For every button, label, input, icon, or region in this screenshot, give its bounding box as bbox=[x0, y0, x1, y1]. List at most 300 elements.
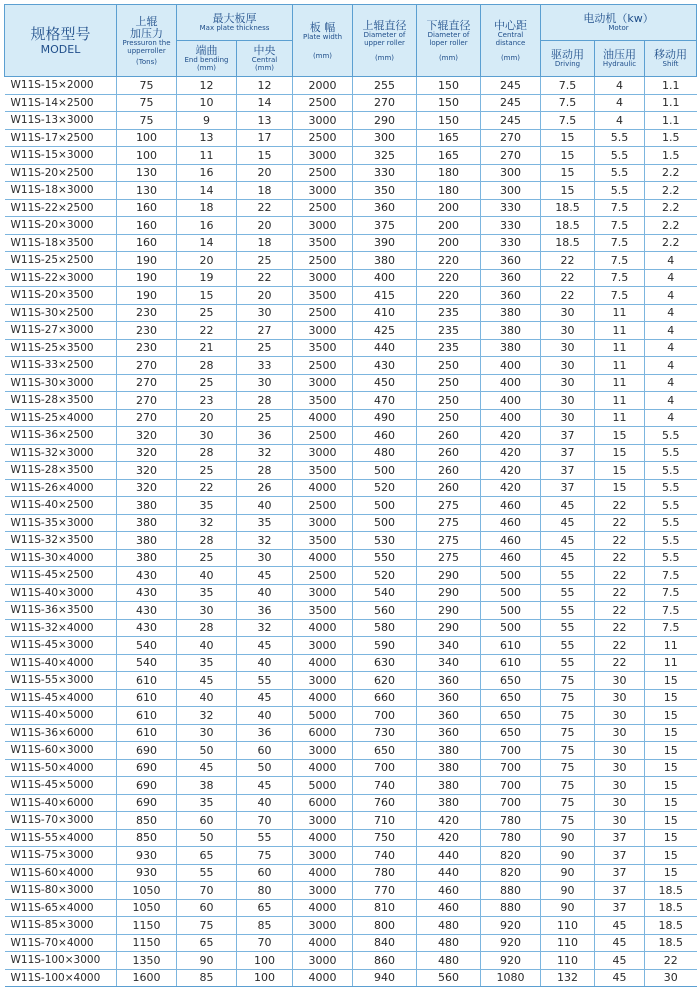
cell-end-bending: 32 bbox=[177, 514, 237, 532]
table-row bbox=[5, 759, 697, 777]
cell-lower-roller-dia: 290 bbox=[417, 619, 481, 637]
cell-lower-roller-dia: 250 bbox=[417, 374, 481, 392]
cell-end-bending: 19 bbox=[177, 269, 237, 287]
cell-plate-width: 3000 bbox=[293, 147, 353, 165]
table-row bbox=[5, 339, 697, 357]
cell-lower-roller-dia: 165 bbox=[417, 129, 481, 147]
cell-plate-width: 2500 bbox=[293, 427, 353, 445]
cell-motor-shift: 4 bbox=[645, 339, 697, 357]
table-header bbox=[5, 5, 697, 77]
cell-end-bending: 60 bbox=[177, 812, 237, 830]
cell-plate-width: 2500 bbox=[293, 304, 353, 322]
cell-pressure: 380 bbox=[117, 532, 177, 550]
cell-central: 25 bbox=[237, 252, 293, 270]
cell-plate-width: 4000 bbox=[293, 409, 353, 427]
header-motor: 电动机（kw） Motor bbox=[541, 5, 697, 41]
cell-lower-roller-dia: 460 bbox=[417, 882, 481, 900]
cell-end-bending: 9 bbox=[177, 112, 237, 130]
cell-plate-width: 2500 bbox=[293, 199, 353, 217]
cell-upper-roller-dia: 620 bbox=[353, 672, 417, 690]
cell-plate-width: 3000 bbox=[293, 812, 353, 830]
cell-pressure: 100 bbox=[117, 129, 177, 147]
cell-end-bending: 40 bbox=[177, 637, 237, 655]
cell-lower-roller-dia: 360 bbox=[417, 672, 481, 690]
cell-central-distance: 400 bbox=[481, 374, 541, 392]
cell-lower-roller-dia: 165 bbox=[417, 147, 481, 165]
cell-upper-roller-dia: 380 bbox=[353, 252, 417, 270]
cell-upper-roller-dia: 550 bbox=[353, 549, 417, 567]
cell-motor-shift: 4 bbox=[645, 304, 697, 322]
cell-end-bending: 40 bbox=[177, 689, 237, 707]
cell-central: 45 bbox=[237, 567, 293, 585]
cell-model: W11S-33×2500 bbox=[5, 357, 117, 375]
table-row bbox=[5, 479, 697, 497]
cell-motor-hydraulic: 30 bbox=[595, 672, 645, 690]
cell-plate-width: 3500 bbox=[293, 287, 353, 305]
cell-model: W11S-55×3000 bbox=[5, 672, 117, 690]
cell-upper-roller-dia: 660 bbox=[353, 689, 417, 707]
cell-motor-driving: 15 bbox=[541, 129, 595, 147]
table-row bbox=[5, 409, 697, 427]
cell-end-bending: 11 bbox=[177, 147, 237, 165]
cell-motor-driving: 55 bbox=[541, 567, 595, 585]
cell-lower-roller-dia: 420 bbox=[417, 829, 481, 847]
cell-motor-driving: 110 bbox=[541, 952, 595, 970]
cell-central-distance: 610 bbox=[481, 637, 541, 655]
cell-motor-shift: 18.5 bbox=[645, 917, 697, 935]
cell-central: 40 bbox=[237, 497, 293, 515]
cell-end-bending: 35 bbox=[177, 654, 237, 672]
cell-central: 25 bbox=[237, 339, 293, 357]
table-row bbox=[5, 234, 697, 252]
cell-upper-roller-dia: 430 bbox=[353, 357, 417, 375]
spec-sheet bbox=[4, 4, 696, 987]
cell-pressure: 320 bbox=[117, 427, 177, 445]
cell-model: W11S-85×3000 bbox=[5, 917, 117, 935]
cell-motor-shift: 2.2 bbox=[645, 199, 697, 217]
cell-model: W11S-55×4000 bbox=[5, 829, 117, 847]
cell-lower-roller-dia: 260 bbox=[417, 479, 481, 497]
cell-plate-width: 2500 bbox=[293, 94, 353, 112]
cell-central: 30 bbox=[237, 374, 293, 392]
cell-motor-hydraulic: 4 bbox=[595, 112, 645, 130]
cell-upper-roller-dia: 425 bbox=[353, 322, 417, 340]
cell-motor-shift: 7.5 bbox=[645, 567, 697, 585]
cell-pressure: 610 bbox=[117, 672, 177, 690]
cell-motor-shift: 30 bbox=[645, 969, 697, 987]
cell-plate-width: 3000 bbox=[293, 444, 353, 462]
cell-upper-roller-dia: 860 bbox=[353, 952, 417, 970]
cell-motor-shift: 7.5 bbox=[645, 602, 697, 620]
cell-motor-hydraulic: 7.5 bbox=[595, 199, 645, 217]
cell-central: 14 bbox=[237, 94, 293, 112]
cell-pressure: 130 bbox=[117, 182, 177, 200]
cell-lower-roller-dia: 260 bbox=[417, 462, 481, 480]
cell-plate-width: 3000 bbox=[293, 584, 353, 602]
cell-central: 36 bbox=[237, 602, 293, 620]
cell-central-distance: 650 bbox=[481, 707, 541, 725]
cell-pressure: 430 bbox=[117, 602, 177, 620]
cell-motor-driving: 37 bbox=[541, 444, 595, 462]
cell-central: 55 bbox=[237, 672, 293, 690]
cell-lower-roller-dia: 180 bbox=[417, 182, 481, 200]
table-row bbox=[5, 497, 697, 515]
cell-pressure: 1050 bbox=[117, 899, 177, 917]
cell-motor-driving: 15 bbox=[541, 164, 595, 182]
cell-motor-driving: 90 bbox=[541, 899, 595, 917]
table-row bbox=[5, 304, 697, 322]
cell-upper-roller-dia: 360 bbox=[353, 199, 417, 217]
cell-central-distance: 330 bbox=[481, 217, 541, 235]
cell-pressure: 320 bbox=[117, 444, 177, 462]
header-hydraulic: 油压用 Hydraulic bbox=[595, 41, 645, 77]
cell-upper-roller-dia: 390 bbox=[353, 234, 417, 252]
cell-central: 70 bbox=[237, 812, 293, 830]
cell-motor-hydraulic: 37 bbox=[595, 847, 645, 865]
cell-motor-shift: 4 bbox=[645, 322, 697, 340]
cell-end-bending: 14 bbox=[177, 182, 237, 200]
cell-motor-driving: 22 bbox=[541, 287, 595, 305]
cell-end-bending: 25 bbox=[177, 462, 237, 480]
cell-central-distance: 420 bbox=[481, 462, 541, 480]
cell-plate-width: 3500 bbox=[293, 602, 353, 620]
cell-plate-width: 2500 bbox=[293, 497, 353, 515]
header-shift: 移动用 Shift bbox=[645, 41, 697, 77]
cell-central-distance: 780 bbox=[481, 812, 541, 830]
table-row bbox=[5, 794, 697, 812]
cell-central-distance: 270 bbox=[481, 147, 541, 165]
cell-lower-roller-dia: 220 bbox=[417, 287, 481, 305]
cell-motor-shift: 15 bbox=[645, 812, 697, 830]
cell-central: 32 bbox=[237, 532, 293, 550]
cell-pressure: 930 bbox=[117, 847, 177, 865]
cell-end-bending: 23 bbox=[177, 392, 237, 410]
cell-upper-roller-dia: 520 bbox=[353, 567, 417, 585]
cell-motor-hydraulic: 7.5 bbox=[595, 217, 645, 235]
cell-plate-width: 4000 bbox=[293, 864, 353, 882]
cell-motor-hydraulic: 37 bbox=[595, 899, 645, 917]
cell-motor-hydraulic: 11 bbox=[595, 409, 645, 427]
cell-end-bending: 25 bbox=[177, 549, 237, 567]
cell-upper-roller-dia: 290 bbox=[353, 112, 417, 130]
cell-model: W11S-22×2500 bbox=[5, 199, 117, 217]
table-row bbox=[5, 567, 697, 585]
cell-motor-driving: 75 bbox=[541, 672, 595, 690]
cell-motor-shift: 15 bbox=[645, 742, 697, 760]
cell-model: W11S-14×2500 bbox=[5, 94, 117, 112]
cell-central-distance: 500 bbox=[481, 584, 541, 602]
table-row bbox=[5, 322, 697, 340]
cell-motor-driving: 75 bbox=[541, 794, 595, 812]
cell-central: 75 bbox=[237, 847, 293, 865]
cell-motor-shift: 2.2 bbox=[645, 234, 697, 252]
cell-central: 22 bbox=[237, 199, 293, 217]
cell-motor-hydraulic: 5.5 bbox=[595, 164, 645, 182]
cell-lower-roller-dia: 275 bbox=[417, 514, 481, 532]
cell-motor-hydraulic: 5.5 bbox=[595, 129, 645, 147]
cell-motor-shift: 11 bbox=[645, 654, 697, 672]
cell-pressure: 610 bbox=[117, 724, 177, 742]
cell-motor-shift: 5.5 bbox=[645, 532, 697, 550]
cell-model: W11S-25×3500 bbox=[5, 339, 117, 357]
cell-central-distance: 460 bbox=[481, 532, 541, 550]
cell-motor-driving: 55 bbox=[541, 654, 595, 672]
cell-motor-driving: 7.5 bbox=[541, 77, 595, 95]
table-row bbox=[5, 864, 697, 882]
cell-model: W11S-40×2500 bbox=[5, 497, 117, 515]
cell-upper-roller-dia: 650 bbox=[353, 742, 417, 760]
cell-lower-roller-dia: 460 bbox=[417, 899, 481, 917]
cell-plate-width: 3000 bbox=[293, 847, 353, 865]
table-row bbox=[5, 374, 697, 392]
cell-plate-width: 3000 bbox=[293, 882, 353, 900]
cell-motor-hydraulic: 15 bbox=[595, 479, 645, 497]
cell-motor-driving: 37 bbox=[541, 427, 595, 445]
header-lower-roller-dia: 下辊直径 Diameter of loper roller (mm) bbox=[417, 5, 481, 77]
header-central: 中央 Central (mm) bbox=[237, 41, 293, 77]
cell-upper-roller-dia: 440 bbox=[353, 339, 417, 357]
table-row bbox=[5, 602, 697, 620]
cell-motor-hydraulic: 22 bbox=[595, 549, 645, 567]
cell-central: 40 bbox=[237, 654, 293, 672]
cell-central: 100 bbox=[237, 969, 293, 987]
cell-end-bending: 30 bbox=[177, 602, 237, 620]
cell-motor-hydraulic: 30 bbox=[595, 689, 645, 707]
cell-motor-hydraulic: 7.5 bbox=[595, 234, 645, 252]
cell-pressure: 1350 bbox=[117, 952, 177, 970]
cell-central: 18 bbox=[237, 234, 293, 252]
cell-pressure: 430 bbox=[117, 619, 177, 637]
cell-plate-width: 3500 bbox=[293, 462, 353, 480]
cell-pressure: 610 bbox=[117, 689, 177, 707]
cell-central-distance: 1080 bbox=[481, 969, 541, 987]
cell-upper-roller-dia: 480 bbox=[353, 444, 417, 462]
cell-upper-roller-dia: 810 bbox=[353, 899, 417, 917]
cell-motor-driving: 132 bbox=[541, 969, 595, 987]
cell-model: W11S-70×3000 bbox=[5, 812, 117, 830]
table-row bbox=[5, 812, 697, 830]
cell-plate-width: 4000 bbox=[293, 899, 353, 917]
cell-end-bending: 20 bbox=[177, 409, 237, 427]
cell-plate-width: 4000 bbox=[293, 654, 353, 672]
cell-end-bending: 25 bbox=[177, 304, 237, 322]
cell-lower-roller-dia: 440 bbox=[417, 864, 481, 882]
cell-upper-roller-dia: 750 bbox=[353, 829, 417, 847]
cell-motor-driving: 30 bbox=[541, 339, 595, 357]
table-row bbox=[5, 129, 697, 147]
cell-pressure: 850 bbox=[117, 812, 177, 830]
cell-lower-roller-dia: 235 bbox=[417, 339, 481, 357]
cell-pressure: 160 bbox=[117, 217, 177, 235]
cell-pressure: 190 bbox=[117, 269, 177, 287]
table-row bbox=[5, 829, 697, 847]
cell-motor-shift: 15 bbox=[645, 672, 697, 690]
cell-motor-hydraulic: 22 bbox=[595, 497, 645, 515]
cell-end-bending: 15 bbox=[177, 287, 237, 305]
cell-end-bending: 50 bbox=[177, 829, 237, 847]
cell-plate-width: 2000 bbox=[293, 77, 353, 95]
cell-end-bending: 25 bbox=[177, 374, 237, 392]
cell-lower-roller-dia: 380 bbox=[417, 759, 481, 777]
cell-plate-width: 3500 bbox=[293, 392, 353, 410]
cell-central-distance: 300 bbox=[481, 164, 541, 182]
header-pressure: 上辊 加压力 Pressuron the upperroller (Tons) bbox=[117, 5, 177, 77]
table-row bbox=[5, 917, 697, 935]
cell-model: W11S-22×3000 bbox=[5, 269, 117, 287]
cell-end-bending: 13 bbox=[177, 129, 237, 147]
cell-upper-roller-dia: 560 bbox=[353, 602, 417, 620]
table-row bbox=[5, 217, 697, 235]
cell-motor-shift: 15 bbox=[645, 847, 697, 865]
cell-central-distance: 700 bbox=[481, 777, 541, 795]
cell-motor-hydraulic: 5.5 bbox=[595, 182, 645, 200]
cell-model: W11S-20×3000 bbox=[5, 217, 117, 235]
cell-motor-hydraulic: 4 bbox=[595, 94, 645, 112]
cell-central: 36 bbox=[237, 724, 293, 742]
header-model: 规格型号 MODEL bbox=[5, 5, 117, 77]
cell-pressure: 320 bbox=[117, 462, 177, 480]
cell-motor-shift: 22 bbox=[645, 952, 697, 970]
cell-upper-roller-dia: 770 bbox=[353, 882, 417, 900]
cell-end-bending: 35 bbox=[177, 497, 237, 515]
cell-motor-hydraulic: 4 bbox=[595, 77, 645, 95]
cell-motor-hydraulic: 30 bbox=[595, 724, 645, 742]
cell-pressure: 160 bbox=[117, 199, 177, 217]
cell-model: W11S-17×2500 bbox=[5, 129, 117, 147]
cell-motor-shift: 5.5 bbox=[645, 497, 697, 515]
cell-end-bending: 28 bbox=[177, 532, 237, 550]
cell-model: W11S-50×4000 bbox=[5, 759, 117, 777]
cell-pressure: 1600 bbox=[117, 969, 177, 987]
table-row bbox=[5, 287, 697, 305]
cell-motor-driving: 18.5 bbox=[541, 199, 595, 217]
cell-plate-width: 3000 bbox=[293, 112, 353, 130]
cell-motor-shift: 7.5 bbox=[645, 584, 697, 602]
cell-model: W11S-18×3000 bbox=[5, 182, 117, 200]
cell-upper-roller-dia: 700 bbox=[353, 707, 417, 725]
cell-upper-roller-dia: 740 bbox=[353, 777, 417, 795]
cell-motor-shift: 1.1 bbox=[645, 77, 697, 95]
cell-model: W11S-100×4000 bbox=[5, 969, 117, 987]
cell-pressure: 930 bbox=[117, 864, 177, 882]
cell-lower-roller-dia: 275 bbox=[417, 497, 481, 515]
table-row bbox=[5, 847, 697, 865]
cell-plate-width: 3000 bbox=[293, 637, 353, 655]
cell-end-bending: 16 bbox=[177, 164, 237, 182]
cell-pressure: 100 bbox=[117, 147, 177, 165]
cell-motor-hydraulic: 30 bbox=[595, 794, 645, 812]
cell-central-distance: 610 bbox=[481, 654, 541, 672]
cell-motor-shift: 4 bbox=[645, 252, 697, 270]
cell-motor-hydraulic: 22 bbox=[595, 619, 645, 637]
cell-motor-driving: 22 bbox=[541, 269, 595, 287]
cell-pressure: 430 bbox=[117, 584, 177, 602]
cell-lower-roller-dia: 290 bbox=[417, 602, 481, 620]
cell-upper-roller-dia: 350 bbox=[353, 182, 417, 200]
cell-lower-roller-dia: 150 bbox=[417, 112, 481, 130]
cell-motor-driving: 75 bbox=[541, 707, 595, 725]
spec-table bbox=[4, 4, 697, 987]
cell-motor-driving: 75 bbox=[541, 812, 595, 830]
cell-motor-shift: 18.5 bbox=[645, 882, 697, 900]
cell-motor-hydraulic: 15 bbox=[595, 462, 645, 480]
cell-pressure: 230 bbox=[117, 304, 177, 322]
table-row bbox=[5, 199, 697, 217]
cell-pressure: 190 bbox=[117, 252, 177, 270]
cell-central: 28 bbox=[237, 462, 293, 480]
cell-motor-hydraulic: 22 bbox=[595, 654, 645, 672]
cell-central-distance: 460 bbox=[481, 514, 541, 532]
cell-end-bending: 32 bbox=[177, 707, 237, 725]
cell-motor-driving: 45 bbox=[541, 497, 595, 515]
cell-motor-shift: 15 bbox=[645, 864, 697, 882]
cell-pressure: 270 bbox=[117, 409, 177, 427]
cell-motor-driving: 45 bbox=[541, 514, 595, 532]
cell-motor-driving: 110 bbox=[541, 934, 595, 952]
cell-motor-driving: 15 bbox=[541, 147, 595, 165]
cell-plate-width: 5000 bbox=[293, 777, 353, 795]
table-row bbox=[5, 269, 697, 287]
cell-central-distance: 700 bbox=[481, 759, 541, 777]
cell-pressure: 75 bbox=[117, 94, 177, 112]
cell-motor-driving: 75 bbox=[541, 759, 595, 777]
table-row bbox=[5, 689, 697, 707]
cell-pressure: 380 bbox=[117, 497, 177, 515]
cell-upper-roller-dia: 540 bbox=[353, 584, 417, 602]
cell-upper-roller-dia: 840 bbox=[353, 934, 417, 952]
table-row bbox=[5, 707, 697, 725]
table-row bbox=[5, 514, 697, 532]
cell-end-bending: 35 bbox=[177, 584, 237, 602]
cell-central-distance: 650 bbox=[481, 724, 541, 742]
cell-central: 60 bbox=[237, 864, 293, 882]
cell-motor-shift: 1.5 bbox=[645, 129, 697, 147]
cell-central: 32 bbox=[237, 444, 293, 462]
cell-plate-width: 2500 bbox=[293, 164, 353, 182]
cell-upper-roller-dia: 470 bbox=[353, 392, 417, 410]
cell-motor-hydraulic: 22 bbox=[595, 532, 645, 550]
cell-pressure: 690 bbox=[117, 777, 177, 795]
cell-plate-width: 2500 bbox=[293, 357, 353, 375]
cell-model: W11S-36×6000 bbox=[5, 724, 117, 742]
cell-end-bending: 22 bbox=[177, 479, 237, 497]
cell-motor-shift: 5.5 bbox=[645, 549, 697, 567]
cell-model: W11S-45×2500 bbox=[5, 567, 117, 585]
cell-end-bending: 55 bbox=[177, 864, 237, 882]
cell-central-distance: 920 bbox=[481, 952, 541, 970]
cell-upper-roller-dia: 710 bbox=[353, 812, 417, 830]
cell-upper-roller-dia: 270 bbox=[353, 94, 417, 112]
cell-motor-driving: 75 bbox=[541, 777, 595, 795]
cell-pressure: 75 bbox=[117, 77, 177, 95]
cell-motor-shift: 18.5 bbox=[645, 934, 697, 952]
cell-end-bending: 20 bbox=[177, 252, 237, 270]
cell-pressure: 690 bbox=[117, 794, 177, 812]
cell-motor-driving: 55 bbox=[541, 584, 595, 602]
cell-end-bending: 35 bbox=[177, 794, 237, 812]
table-body bbox=[5, 77, 697, 987]
cell-upper-roller-dia: 330 bbox=[353, 164, 417, 182]
cell-motor-driving: 90 bbox=[541, 829, 595, 847]
cell-motor-driving: 30 bbox=[541, 392, 595, 410]
cell-plate-width: 4000 bbox=[293, 619, 353, 637]
cell-upper-roller-dia: 520 bbox=[353, 479, 417, 497]
cell-pressure: 690 bbox=[117, 742, 177, 760]
cell-plate-width: 5000 bbox=[293, 707, 353, 725]
cell-model: W11S-15×2000 bbox=[5, 77, 117, 95]
header-plate-width: 板 幅 Plate width (mm) bbox=[293, 5, 353, 77]
cell-plate-width: 2500 bbox=[293, 567, 353, 585]
